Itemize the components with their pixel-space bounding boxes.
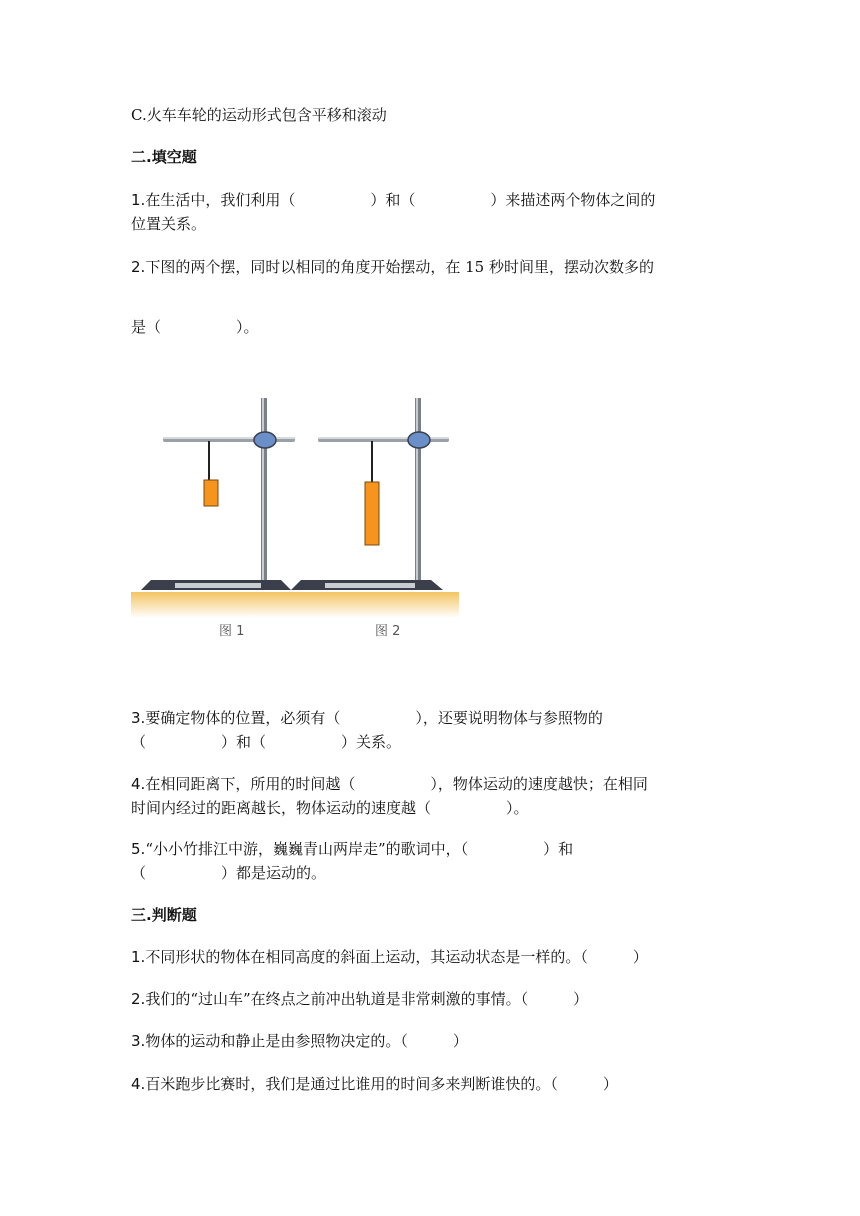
question-text: 我们的“过山车”在终点之前冲出轨道是非常刺激的事情。（ ） xyxy=(145,990,589,1008)
fill-question-3-line1 xyxy=(131,707,603,729)
judge-question-2 xyxy=(131,988,588,1010)
top-option: C.火车车轮的运动形式包含平移和滚动 xyxy=(131,106,387,124)
question-text: 物体的运动和静止是由参照物决定的。（ ） xyxy=(145,1032,468,1050)
question-number: 1. xyxy=(131,191,146,209)
figure-label-1: 图 1 xyxy=(219,624,245,639)
judge-question-1 xyxy=(131,946,648,968)
question-text: 要确定物体的位置，必须有（ ），还要说明物体与参照物的 xyxy=(145,709,603,727)
fill-question-1-line1 xyxy=(131,189,655,211)
ground xyxy=(131,592,459,618)
question-number: 3. xyxy=(131,1032,146,1050)
section-3-heading: 三.判断题 xyxy=(131,906,197,924)
figure-label-2: 图 2 xyxy=(375,624,401,639)
question-number: 4. xyxy=(131,775,146,793)
judge-question-3 xyxy=(131,1030,468,1052)
pendulum-illustration xyxy=(131,392,461,650)
fill-question-2-line2: 是（ ）。 xyxy=(131,318,259,336)
pendulum-figure xyxy=(131,392,461,654)
question-number: 4. xyxy=(131,1075,146,1093)
question-text: 不同形状的物体在相同高度的斜面上运动，其运动状态是一样的。（ ） xyxy=(145,948,648,966)
question-number: 5. xyxy=(131,840,146,858)
question-text: 下图的两个摆，同时以相同的角度开始摆动，在 15 秒时间里，摆动次数多的 xyxy=(145,258,654,276)
question-number: 1. xyxy=(131,948,146,966)
judge-question-4 xyxy=(131,1073,618,1095)
question-number: 2. xyxy=(131,258,146,276)
question-text: “小小竹排江中游，巍巍青山两岸走”的歌词中，（ ）和 xyxy=(145,840,574,858)
question-text: 在生活中，我们利用（ ）和（ ）来描述两个物体之间的 xyxy=(145,191,656,209)
weight-short xyxy=(204,480,218,506)
stand-1 xyxy=(141,398,295,590)
fill-question-2-line1 xyxy=(131,256,654,278)
question-text: 百米跑步比赛时，我们是通过比谁用的时间多来判断谁快的。（ ） xyxy=(145,1075,618,1093)
fill-question-4-line1 xyxy=(131,773,648,795)
question-number: 3. xyxy=(131,709,146,727)
stand-2 xyxy=(291,398,449,590)
fill-question-1-line2: 位置关系。 xyxy=(131,215,207,233)
fill-question-5-line1 xyxy=(131,838,573,860)
weight-long xyxy=(365,482,379,545)
question-number: 2. xyxy=(131,990,146,1008)
fill-question-3-line2: （ ）和（ ）关系。 xyxy=(131,733,402,751)
fill-question-4-line2: 时间内经过的距离越长，物体运动的速度越（ ）。 xyxy=(131,799,529,817)
fill-question-5-line2: （ ）都是运动的。 xyxy=(131,864,327,882)
question-text: 在相同距离下，所用的时间越（ ），物体运动的速度越快；在相同 xyxy=(145,775,648,793)
section-2-heading: 二.填空题 xyxy=(131,148,197,166)
